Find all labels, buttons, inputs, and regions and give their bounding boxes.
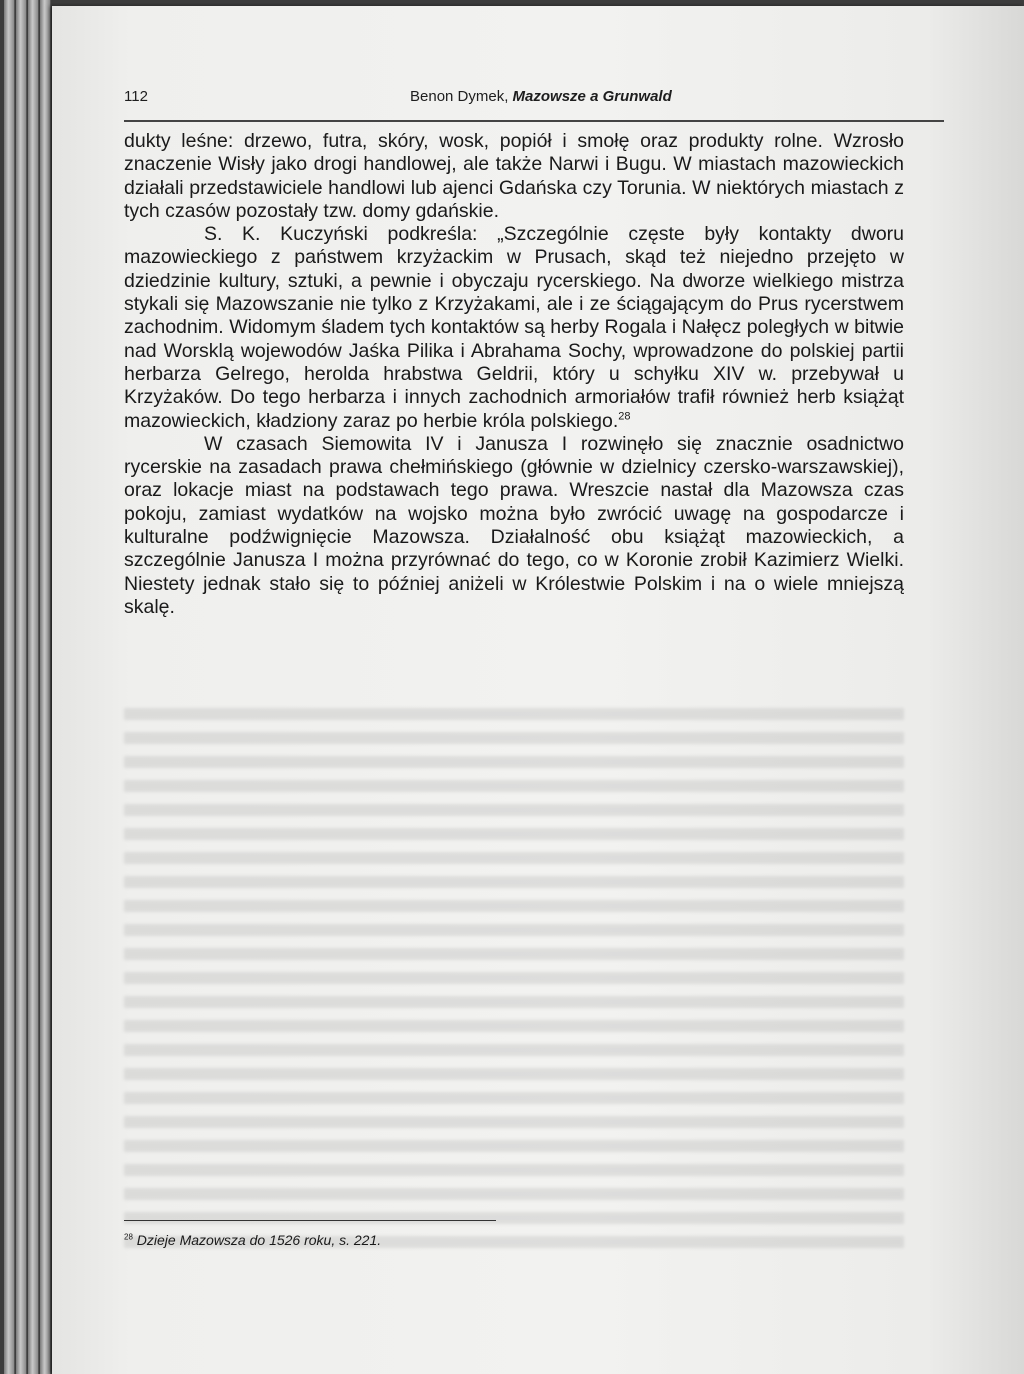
page-stack-edge-3 (28, 0, 39, 1374)
page-stack-edge-4 (40, 0, 51, 1374)
header-rule (124, 120, 944, 122)
page-number: 112 (124, 88, 148, 105)
paragraph-2 (124, 223, 904, 433)
page-stack-edge-2 (16, 0, 27, 1374)
paragraph-3: W czasach Siemowita IV i Janusza I rozwinęło się znacznie osadnictwo rycerskie na zasadach prawa chełmińskiego (głównie w dzielnicy czersko-warszawskiej), oraz lokacje miast na podstawach tego prawa. Wreszcie nastał dla Mazowsza czas pokoju, zamiast wydatków na wojsko można było zwrócić uwagę na gospodarcze i kulturalne podźwignięcie Mazowsza. Działalność obu książąt mazowieckich, a szczególnie Janusza I można przyrównać do tego, co w Koronie zrobił Kazimierz Wielki. Niestety jednak stało się to później aniżeli w Królestwie Polskim i na o wiele mniejszą skalę. (124, 432, 904, 618)
book-title: Mazowsze a Grunwald (512, 88, 672, 105)
bleed-through-text (124, 700, 904, 1260)
paragraph-1: dukty leśne: drzewo, futra, skóry, wosk, popiół i smołę oraz produkty rolne. Wzrosło znaczenie Wisły jako drogi handlowej, ale także Narwi i Bugu. W miastach mazowieckich działali przedstawiciele handlowi lub ajenci Gdańska czy Torunia. W niektórych miastach z tych czasów pozostały tzw. domy gdańskie. (124, 130, 904, 222)
running-title (410, 88, 672, 105)
paragraph-2-text: S. K. Kuczyński podkreśla: „Szczególnie częste były kontakty dworu mazowieckiego z państwem krzyżackim w Prusach, skąd też niejedno przejęto w dziedzinie kultury, sztuki, a pewnie i obyczaju rycerskiego. Na dworze wielkiego mistrza stykali się Mazowszanie nie tylko z Krzyżakami, ale i ze ściągającym do Prus rycerstwem zachodnim. Widomym śladem tych kontaktów są herby Rogala i Nałęcz poległych w bitwie nad Worsklą wojewodów Jaśka Pilika i Abrahama Sochy, wprowadzone do polskiej partii herbarza Gelrego, herolda hrabstwa Geldrii, który u schyłku XIV w. przebywał u Krzyżaków. Do tego herbarza i innych zachodnich armoriałów trafił również herb książąt mazowieckich, kładziony zaraz po herbie króla polskiego. (124, 223, 904, 432)
running-header (124, 88, 944, 110)
author-name: Benon Dymek, (410, 88, 513, 105)
footnote-number: 28 (124, 1232, 133, 1242)
page-stack-edge-1 (4, 0, 15, 1374)
footnote-rule (124, 1220, 496, 1221)
footnote-text: Dzieje Mazowsza do 1526 roku, s. 221. (132, 1232, 382, 1248)
footnote (124, 1232, 381, 1248)
footnote-reference: 28 (618, 410, 631, 423)
body-text (124, 130, 904, 619)
